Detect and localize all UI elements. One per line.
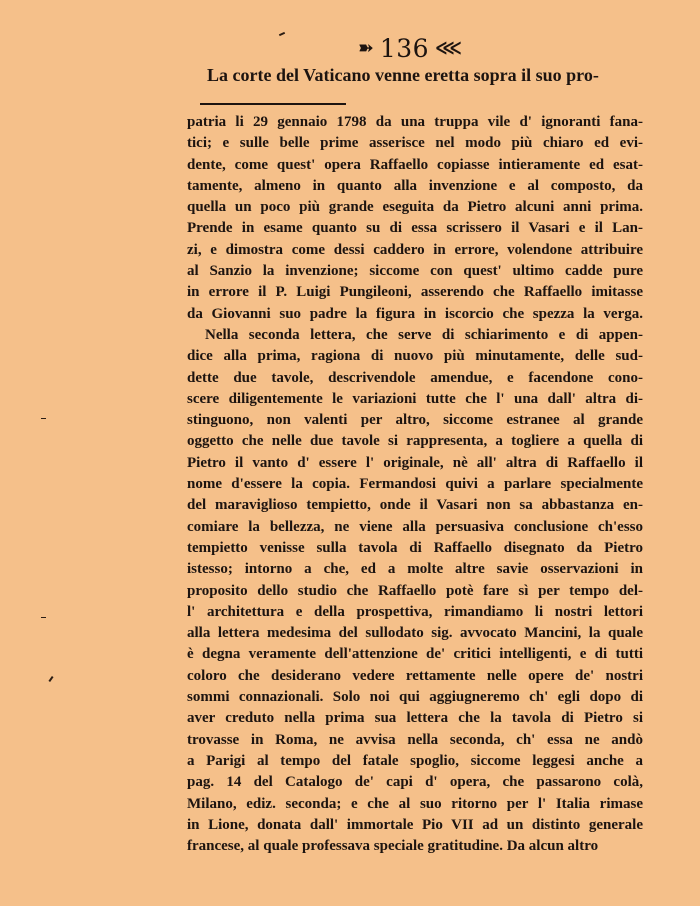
footnote-line: alla lettera medesima del sullodato sig. avvocato Mancini, la quale xyxy=(187,625,643,642)
footnote-line: patria li 29 gennaio 1798 da una truppa vile d' ignoranti fana- xyxy=(187,114,643,130)
footnote-text xyxy=(187,112,643,857)
footnote-line: aver creduto nella prima sua lettera che la tavola di Pietro si xyxy=(187,710,643,727)
footnote-line: tici; e sulle belle prime asserisce nel modo più chiaro ed evi- xyxy=(187,135,643,152)
footnote-line: oggetto che nelle due tavole si rappresenta, a togliere a quella di xyxy=(187,433,643,450)
footnote-line: quella un poco più grande eseguita da Pietro alcuni anni prima. xyxy=(187,199,643,216)
footnote-line: nome d'essere la copia. Fermandosi quivi a parlare specialmente xyxy=(187,476,643,493)
left-ornament-icon: ➽ xyxy=(357,36,374,59)
speck-mark xyxy=(41,617,46,618)
footnote-rule xyxy=(200,103,346,105)
footnote-line: comiare la bellezza, ne viene alla persuasiva conclusione ch'esso xyxy=(187,518,643,535)
footnote-line: trovasse in Roma, ne avvisa nella seconda, ch' essa ne andò xyxy=(187,731,643,748)
right-ornament-icon: ⋘ xyxy=(435,36,463,59)
footnote-line: in errore il P. Luigi Pungileoni, asserendo che Raffaello imitasse xyxy=(187,284,643,301)
footnote-line: tamente, almeno in quanto alla invenzione e al composto, da xyxy=(187,177,643,194)
footnote-line: stinguono, non valenti per altro, siccome estranee al grande xyxy=(187,412,643,429)
footnote-line: al Sanzio la invenzione; siccome con quest' ultimo cadde pure xyxy=(187,263,643,280)
footnote-line: zi, e dimostra come dessi caddero in errore, volendone attribuire xyxy=(187,241,643,258)
footnote-line: in Lione, donata dall' immortale Pio VII ad un distinto generale xyxy=(187,816,643,833)
main-text-line: La corte del Vaticano venne eretta sopra il suo pro- xyxy=(207,65,599,85)
page-header xyxy=(0,33,700,63)
footnote-line: tempietto venisse sulla tavola di Raffaello disegnato da Pietro xyxy=(187,539,643,556)
footnote-line: dice alla prima, ragiona di nuovo più minutamente, delle sud- xyxy=(187,348,643,365)
footnote-line: pag. 14 del Catalogo de' capi d' opera, che passarono colà, xyxy=(187,774,643,791)
footnote-line: Pietro il vanto d' essere l' originale, nè all' altra di Raffaello il xyxy=(187,454,643,471)
speck-mark xyxy=(41,418,46,419)
footnote-line: è degna veramente dell'attenzione de' critici intelligenti, e di tutti xyxy=(187,646,643,663)
footnote-line: proposito dello studio che Raffaello potè fare sì per tempo del- xyxy=(187,582,643,599)
footnote-line: scere diligentemente le variazioni tutte che l' una dall' altra di- xyxy=(187,390,643,407)
footnote-line: del maraviglioso tempietto, onde il Vasari non sa abbastanza en- xyxy=(187,497,643,514)
footnote-line: Nella seconda lettera, che serve di schiarimento e di appen- xyxy=(205,326,643,343)
page-number: 136 xyxy=(379,33,430,63)
footnote-line: da Giovanni suo padre la figura in iscorcio che spezza la verga. xyxy=(187,305,643,322)
footnote-line: dette due tavole, descrivendole amendue, e facendone cono- xyxy=(187,369,643,386)
footnote-line: dente, come quest' opera Raffaello copiasse intieramente ed esat- xyxy=(187,156,643,173)
footnote-line: l' architettura e della prospettiva, rimandiamo li nostri lettori xyxy=(187,603,643,620)
speck-mark xyxy=(48,676,53,682)
footnote-line: istesso; intorno a che, ed a molte altre savie osservazioni in xyxy=(187,561,643,578)
footnote-line: coloro che desiderano vedere rettamente nelle opere de' nostri xyxy=(187,667,643,684)
footnote-line: a Parigi al tempo del fatale spoglio, siccome leggesi anche a xyxy=(187,752,643,769)
footnote-line: Milano, ediz. seconda; e che al suo ritorno per l' Italia rimase xyxy=(187,795,643,812)
footnote-line: francese, al quale professava speciale gratitudine. Da alcun altro xyxy=(187,838,599,855)
footnote-line: Prende in esame quanto su di essa scrissero il Vasari e il Lan- xyxy=(187,220,643,237)
footnote-line: sommi connazionali. Solo noi qui aggiugneremo ch' egli dopo di xyxy=(187,689,643,706)
